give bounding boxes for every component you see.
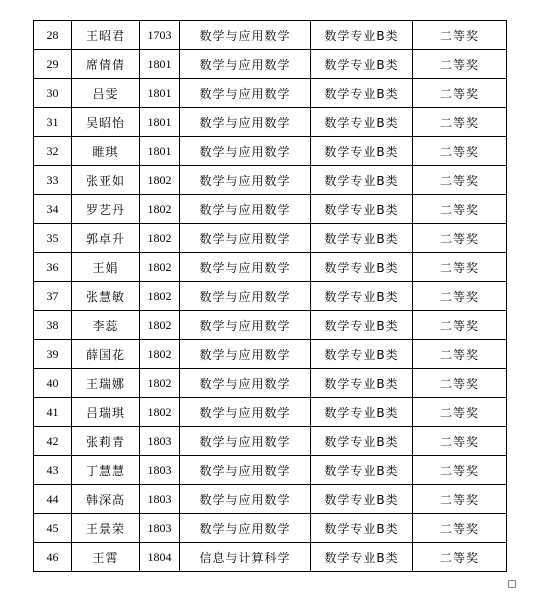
major-cell: 数学与应用数学 xyxy=(180,79,311,108)
award-cell: 二等奖 xyxy=(413,50,507,79)
major-cell: 数学与应用数学 xyxy=(180,514,311,543)
award-cell: 二等奖 xyxy=(413,340,507,369)
class-cell: 1802 xyxy=(140,166,180,195)
student-name-cell: 吕瑞琪 xyxy=(72,398,140,427)
row-number-cell: 44 xyxy=(34,485,72,514)
row-number-cell: 35 xyxy=(34,224,72,253)
row-number-cell: 42 xyxy=(34,427,72,456)
award-cell: 二等奖 xyxy=(413,311,507,340)
award-table xyxy=(33,20,507,572)
class-cell: 1801 xyxy=(140,50,180,79)
table-row xyxy=(34,485,507,514)
award-cell: 二等奖 xyxy=(413,224,507,253)
award-cell: 二等奖 xyxy=(413,456,507,485)
row-number-cell: 32 xyxy=(34,137,72,166)
award-cell: 二等奖 xyxy=(413,21,507,50)
award-cell: 二等奖 xyxy=(413,137,507,166)
group-cell: 数学专业B类 xyxy=(311,456,413,485)
class-cell: 1802 xyxy=(140,369,180,398)
major-cell: 数学与应用数学 xyxy=(180,137,311,166)
paragraph-end-marker xyxy=(508,580,516,588)
table-row xyxy=(34,543,507,572)
table-row xyxy=(34,369,507,398)
student-name-cell: 王瑞娜 xyxy=(72,369,140,398)
major-cell: 数学与应用数学 xyxy=(180,108,311,137)
row-number-cell: 40 xyxy=(34,369,72,398)
award-cell: 二等奖 xyxy=(413,427,507,456)
major-cell: 数学与应用数学 xyxy=(180,50,311,79)
class-cell: 1802 xyxy=(140,224,180,253)
major-cell: 数学与应用数学 xyxy=(180,282,311,311)
group-cell: 数学专业B类 xyxy=(311,340,413,369)
table-row xyxy=(34,21,507,50)
student-name-cell: 席倩倩 xyxy=(72,50,140,79)
student-name-cell: 王娟 xyxy=(72,253,140,282)
major-cell: 数学与应用数学 xyxy=(180,21,311,50)
award-cell: 二等奖 xyxy=(413,195,507,224)
class-cell: 1802 xyxy=(140,253,180,282)
group-cell: 数学专业B类 xyxy=(311,50,413,79)
table-row xyxy=(34,50,507,79)
class-cell: 1801 xyxy=(140,137,180,166)
table-row xyxy=(34,137,507,166)
group-cell: 数学专业B类 xyxy=(311,166,413,195)
major-cell: 数学与应用数学 xyxy=(180,195,311,224)
table-row xyxy=(34,514,507,543)
award-cell: 二等奖 xyxy=(413,108,507,137)
class-cell: 1803 xyxy=(140,485,180,514)
row-number-cell: 41 xyxy=(34,398,72,427)
class-cell: 1802 xyxy=(140,195,180,224)
major-cell: 数学与应用数学 xyxy=(180,224,311,253)
table-row xyxy=(34,224,507,253)
table-row xyxy=(34,195,507,224)
class-cell: 1801 xyxy=(140,79,180,108)
award-cell: 二等奖 xyxy=(413,543,507,572)
award-cell: 二等奖 xyxy=(413,398,507,427)
row-number-cell: 45 xyxy=(34,514,72,543)
student-name-cell: 睢琪 xyxy=(72,137,140,166)
major-cell: 数学与应用数学 xyxy=(180,311,311,340)
major-cell: 数学与应用数学 xyxy=(180,369,311,398)
group-cell: 数学专业B类 xyxy=(311,369,413,398)
class-cell: 1802 xyxy=(140,398,180,427)
group-cell: 数学专业B类 xyxy=(311,137,413,166)
major-cell: 数学与应用数学 xyxy=(180,456,311,485)
group-cell: 数学专业B类 xyxy=(311,543,413,572)
major-cell: 数学与应用数学 xyxy=(180,253,311,282)
award-cell: 二等奖 xyxy=(413,79,507,108)
student-name-cell: 王霄 xyxy=(72,543,140,572)
table-row xyxy=(34,398,507,427)
table-row xyxy=(34,79,507,108)
group-cell: 数学专业B类 xyxy=(311,514,413,543)
group-cell: 数学专业B类 xyxy=(311,195,413,224)
row-number-cell: 34 xyxy=(34,195,72,224)
group-cell: 数学专业B类 xyxy=(311,253,413,282)
student-name-cell: 吴昭怡 xyxy=(72,108,140,137)
student-name-cell: 丁慧慧 xyxy=(72,456,140,485)
award-cell: 二等奖 xyxy=(413,166,507,195)
group-cell: 数学专业B类 xyxy=(311,21,413,50)
table-row xyxy=(34,253,507,282)
student-name-cell: 郭卓升 xyxy=(72,224,140,253)
table-row xyxy=(34,340,507,369)
table-row xyxy=(34,311,507,340)
row-number-cell: 43 xyxy=(34,456,72,485)
class-cell: 1801 xyxy=(140,108,180,137)
award-cell: 二等奖 xyxy=(413,369,507,398)
row-number-cell: 46 xyxy=(34,543,72,572)
major-cell: 数学与应用数学 xyxy=(180,485,311,514)
group-cell: 数学专业B类 xyxy=(311,79,413,108)
row-number-cell: 38 xyxy=(34,311,72,340)
award-table-body xyxy=(34,21,507,572)
table-row xyxy=(34,166,507,195)
group-cell: 数学专业B类 xyxy=(311,311,413,340)
table-row xyxy=(34,427,507,456)
table-row xyxy=(34,456,507,485)
group-cell: 数学专业B类 xyxy=(311,398,413,427)
award-cell: 二等奖 xyxy=(413,253,507,282)
table-row xyxy=(34,282,507,311)
major-cell: 数学与应用数学 xyxy=(180,340,311,369)
group-cell: 数学专业B类 xyxy=(311,108,413,137)
student-name-cell: 张莉青 xyxy=(72,427,140,456)
student-name-cell: 张慧敏 xyxy=(72,282,140,311)
group-cell: 数学专业B类 xyxy=(311,224,413,253)
student-name-cell: 李蕊 xyxy=(72,311,140,340)
row-number-cell: 36 xyxy=(34,253,72,282)
class-cell: 1803 xyxy=(140,427,180,456)
group-cell: 数学专业B类 xyxy=(311,282,413,311)
major-cell: 数学与应用数学 xyxy=(180,398,311,427)
class-cell: 1703 xyxy=(140,21,180,50)
major-cell: 信息与计算科学 xyxy=(180,543,311,572)
class-cell: 1802 xyxy=(140,311,180,340)
award-cell: 二等奖 xyxy=(413,282,507,311)
class-cell: 1803 xyxy=(140,514,180,543)
class-cell: 1803 xyxy=(140,456,180,485)
major-cell: 数学与应用数学 xyxy=(180,427,311,456)
award-cell: 二等奖 xyxy=(413,514,507,543)
student-name-cell: 韩深高 xyxy=(72,485,140,514)
row-number-cell: 29 xyxy=(34,50,72,79)
group-cell: 数学专业B类 xyxy=(311,427,413,456)
table-row xyxy=(34,108,507,137)
row-number-cell: 33 xyxy=(34,166,72,195)
row-number-cell: 37 xyxy=(34,282,72,311)
award-cell: 二等奖 xyxy=(413,485,507,514)
row-number-cell: 39 xyxy=(34,340,72,369)
major-cell: 数学与应用数学 xyxy=(180,166,311,195)
row-number-cell: 28 xyxy=(34,21,72,50)
class-cell: 1802 xyxy=(140,282,180,311)
class-cell: 1802 xyxy=(140,340,180,369)
student-name-cell: 吕雯 xyxy=(72,79,140,108)
group-cell: 数学专业B类 xyxy=(311,485,413,514)
class-cell: 1804 xyxy=(140,543,180,572)
student-name-cell: 罗艺丹 xyxy=(72,195,140,224)
row-number-cell: 30 xyxy=(34,79,72,108)
student-name-cell: 张亚如 xyxy=(72,166,140,195)
student-name-cell: 薛国花 xyxy=(72,340,140,369)
row-number-cell: 31 xyxy=(34,108,72,137)
student-name-cell: 王景荣 xyxy=(72,514,140,543)
student-name-cell: 王昭君 xyxy=(72,21,140,50)
